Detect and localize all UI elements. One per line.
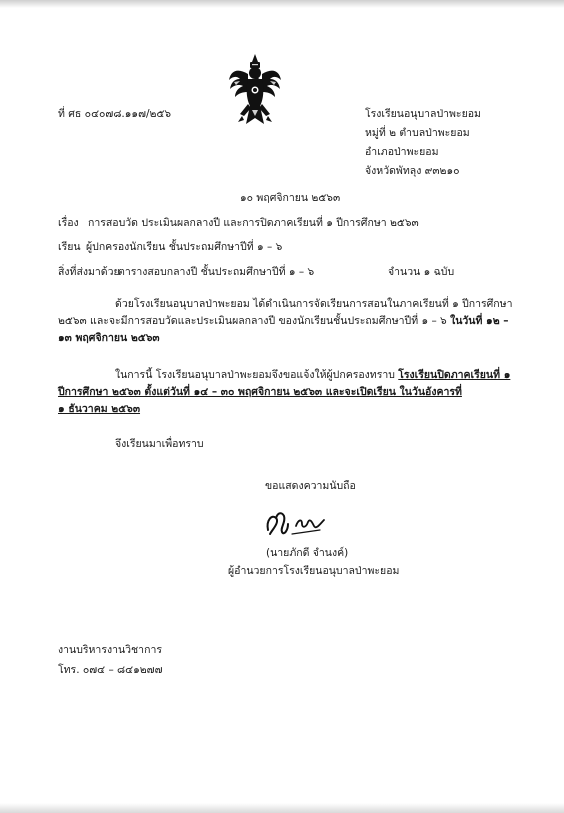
closing-text: จึงเรียนมาเพื่อทราบ (115, 438, 204, 450)
to-text: ผู้ปกครองนักเรียน ชั้นประถมศึกษาปีที่ ๑ – ๖ (86, 241, 283, 253)
paragraph-1-line-3: ๑๓ พฤศจิกายน ๒๕๖๓ (58, 332, 160, 344)
signer-position: ผู้อำนวยการโรงเรียนอนุบาลป่าพะยอม (228, 565, 400, 577)
school-address-line-4: จังหวัดพัทลุง ๙๓๒๑๐ (365, 165, 460, 177)
paragraph-2-line-2: ปีการศึกษา ๒๕๖๓ ตั้งแต่วันที่ ๑๔ – ๓๐ พฤศจิกายน ๒๕๖๓ และจะเปิดเรียน ในวันอังคารที่ (58, 386, 462, 398)
garuda-emblem-icon (228, 52, 282, 130)
regards-text: ขอแสดงความนับถือ (265, 480, 356, 492)
enclosure-text: ตารางสอบกลางปี ชั้นประถมศึกษาปีที่ ๑ – ๖ (118, 266, 315, 278)
school-address-line-2: หมู่ที่ ๒ ตำบลป่าพะยอม (365, 127, 470, 139)
paragraph-2-line-1-bold: โรงเรียนปิดภาคเรียนที่ ๑ (398, 369, 511, 381)
school-address-line-1: โรงเรียนอนุบาลป่าพะยอม (365, 108, 481, 120)
bottom-shadow (0, 803, 564, 813)
paragraph-1-line-2-bold: ในวันที่ ๑๒ – (450, 315, 509, 327)
paragraph-2-line-3: ๑ ธันวาคม ๒๕๖๓ (58, 403, 141, 415)
handwritten-signature (262, 508, 332, 538)
school-address-line-3: อำเภอป่าพะยอม (365, 146, 439, 158)
enclosure-count: จำนวน ๑ ฉบับ (388, 266, 455, 278)
enclosure-label: สิ่งที่ส่งมาด้วย (58, 266, 120, 278)
subject-text: การสอบวัด ประเมินผลกลางปี และการปิดภาคเรียนที่ ๑ ปีการศึกษา ๒๕๖๓ (88, 217, 419, 229)
to-label: เรียน (58, 241, 81, 253)
letter-date: ๑๐ พฤศจิกายน ๒๕๖๓ (240, 192, 341, 204)
paragraph-1-line-2 (58, 314, 509, 328)
paragraph-1-line-1: ด้วยโรงเรียนอนุบาลป่าพะยอม ได้ดำเนินการจัดเรียนการสอนในภาคเรียนที่ ๑ ปีการศึกษา (115, 298, 513, 310)
paragraph-2-line-1 (115, 368, 510, 382)
department: งานบริหารงานวิชาการ (58, 644, 162, 656)
phone-number: โทร. ๐๗๔ – ๘๔๑๒๗๗ (58, 664, 163, 676)
paragraph-2-line-1-normal: ในการนี้ โรงเรียนอนุบาลป่าพะยอมจึงขอแจ้งให้ผู้ปกครองทราบ (115, 369, 395, 381)
signer-name: (นายภักดี จำนงค์) (266, 547, 349, 559)
paragraph-1-line-2-normal: ๒๕๖๓ และจะมีการสอบวัดและประเมินผลกลางปี ของนักเรียนชั้นประถมศึกษาปีที่ ๑ – ๖ (58, 315, 447, 327)
top-shadow (0, 0, 564, 8)
subject-label: เรื่อง (58, 217, 79, 229)
reference-number: ที่ ศธ ๐๔๐๗๘.๑๑๗/๒๕๖ (58, 108, 172, 120)
